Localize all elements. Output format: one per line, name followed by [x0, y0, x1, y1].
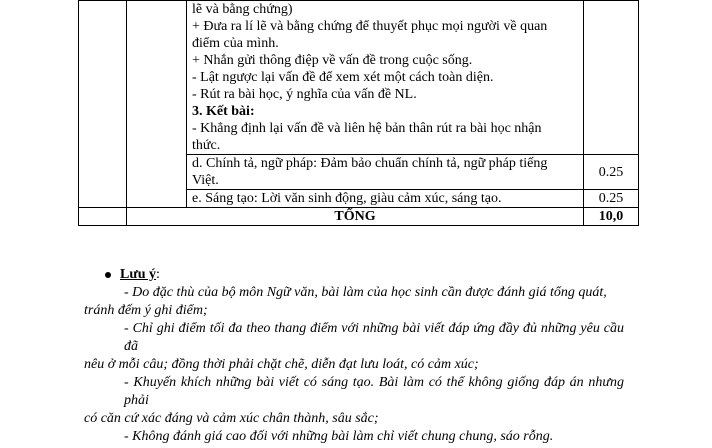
score-cell: [584, 1, 639, 155]
content-line: lẽ và bằng chứng): [192, 2, 293, 17]
question-cell: [79, 1, 127, 208]
note-text: - Do đặc thù của bộ môn Ngữ văn, bài làm của học sinh cần được đánh giá tổng quát,: [124, 285, 607, 300]
content-line: - Rút ra bài học, ý nghĩa của vấn đề NL.: [192, 87, 417, 102]
score-cell: 0.25: [584, 155, 639, 190]
note-item: [84, 374, 624, 428]
total-row: [79, 208, 639, 226]
empty-cell: [79, 208, 127, 226]
criterion-text: Việt.: [192, 173, 219, 188]
note-item: [84, 284, 624, 320]
notes-heading: [84, 266, 624, 284]
content-line: + Đưa ra lí lẽ và bằng chứng để thuyết phục mọi người về quan: [192, 19, 548, 34]
notes-title-colon: :: [156, 267, 160, 282]
note-text: có căn cứ xác đáng và cảm xúc chân thành, sâu sắc;: [84, 411, 379, 426]
notes-title: Lưu ý: [120, 267, 157, 282]
note-item: [84, 428, 624, 446]
content-cell: [187, 1, 584, 155]
note-text: - Chỉ ghi điểm tối đa theo thang điểm với những bài viết đáp ứng đầy đủ những yêu cầu đã: [124, 321, 624, 354]
section-heading: 3. Kết bài:: [192, 104, 255, 119]
section-cell: [127, 1, 187, 208]
criterion-cell: [187, 190, 584, 208]
criterion-text: d. Chính tả, ngữ pháp: Đảm bảo chuẩn chính tả, ngữ pháp tiếng: [192, 156, 548, 171]
grading-table: [78, 0, 639, 226]
content-line: thức.: [192, 138, 221, 153]
notes-section: [84, 266, 624, 446]
note-text: tránh đếm ý ghi điểm;: [84, 303, 208, 318]
content-line: - Khẳng định lại vấn đề và liên hệ bản thân rút ra bài học nhận: [192, 121, 542, 136]
note-text: nêu ở mỗi câu; đồng thời phải chặt chẽ, diễn đạt lưu loát, có cảm xúc;: [84, 357, 479, 372]
content-line: - Lật ngược lại vấn đề để xem xét một cách toàn diện.: [192, 70, 494, 85]
total-label: TỔNG: [127, 208, 584, 226]
note-item: [84, 320, 624, 374]
table-row: [79, 1, 639, 155]
score-cell: 0.25: [584, 190, 639, 208]
criterion-cell: [187, 155, 584, 190]
note-text: - Khuyến khích những bài viết có sáng tạo. Bài làm có thể không giống đáp án nhưng phải: [124, 375, 624, 408]
bullet-icon: [105, 272, 111, 278]
content-line: điểm của mình.: [192, 36, 279, 51]
note-text: - Không đánh giá cao đối với những bài làm chỉ viết chung chung, sáo rỗng.: [124, 429, 554, 444]
total-score: 10,0: [584, 208, 639, 226]
criterion-text: e. Sáng tạo: Lời văn sinh động, giàu cảm xúc, sáng tạo.: [192, 191, 502, 206]
content-line: + Nhắn gửi thông điệp về vấn đề trong cuộc sống.: [192, 53, 473, 68]
